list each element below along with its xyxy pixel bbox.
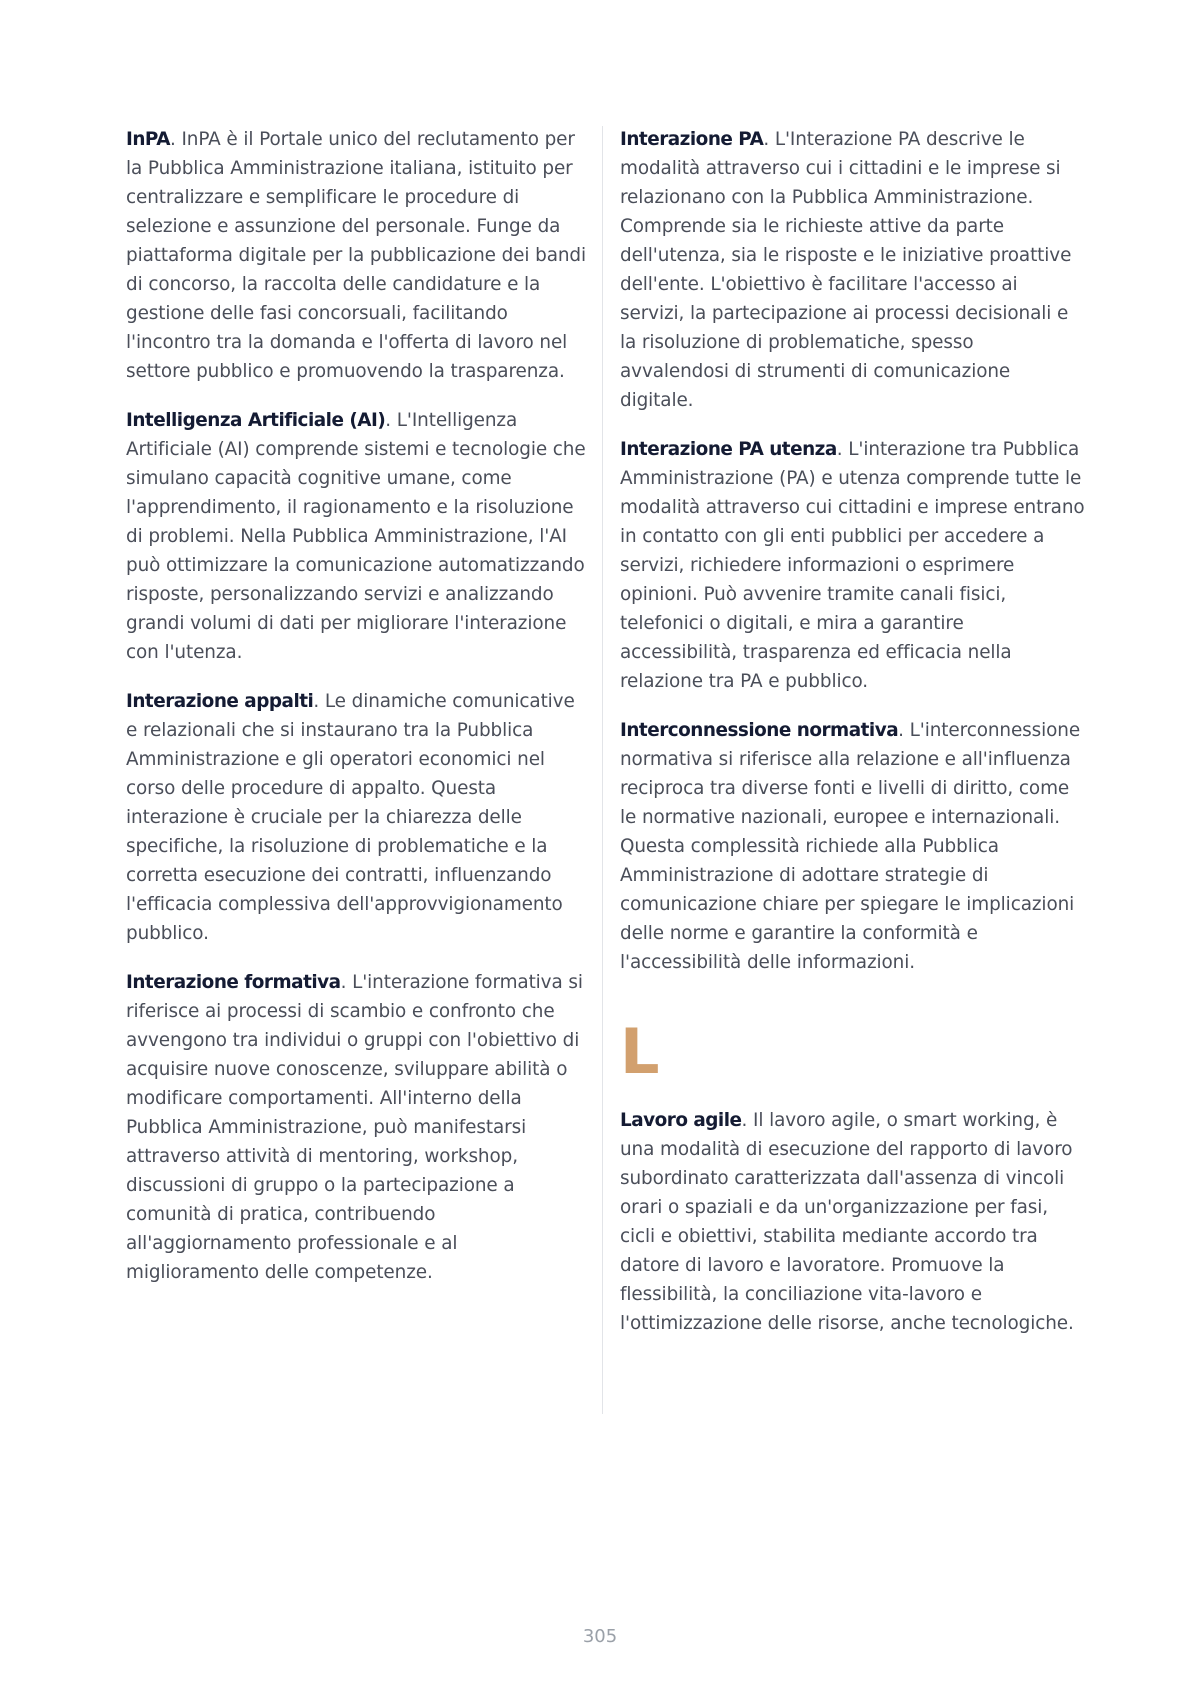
entry-definition: InPA è il Portale unico del reclutamento per la Pubblica Amministrazione italiana, istituito per centralizzare e semplificare le procedure di selezione e assunzione del personale. Funge da piattaforma digitale per la pubblicazione dei bandi di concorso, la raccolta delle candidature e la gestione delle fasi concorsuali, facilitando l'incontro tra la domanda e l'offerta di lavoro nel settore pubblico e promuovendo la trasparenza. (126, 129, 587, 382)
entry-definition: Il lavoro agile, o smart working, è una modalità di esecuzione del rapporto di lavoro subordinato caratterizzata dall'assenza di vincoli orari o spaziali e da un'organizzazione per fasi, cicli e obiettivi, stabilita mediante accordo tra datore di lavoro e lavoratore. Promuove la flessibilità, la conciliazione vita-lavoro e l'ottimizzazione delle risorse, anche tecnologiche. (620, 1110, 1074, 1334)
entry-term: InPA (126, 129, 170, 150)
glossary-entry-interazione-pa: Interazione PA. L'Interazione PA descrive le modalità attraverso cui i cittadini e le imprese si relazionano con la Pubblica Amministrazione. Comprende sia le richieste attive da parte dell'utenza, sia le risposte e le iniziative proattive dell'ente. L'obiettivo è facilitare l'accesso ai servizi, la partecipazione ai processi decisionali e la risoluzione di problematiche, spesso avvalendosi di strumenti di comunicazione digitale. (620, 129, 1072, 411)
glossary-entry-inpa: InPA. InPA è il Portale unico del reclutamento per la Pubblica Amministrazione italiana, istituito per centralizzare e semplificare le procedure di selezione e assunzione del personale. Funge da piattaforma digitale per la pubblicazione dei bandi di concorso, la raccolta delle candidature e la gestione delle fasi concorsuali, facilitando l'incontro tra la domanda e l'offerta di lavoro nel settore pubblico e promuovendo la trasparenza. (126, 129, 587, 382)
glossary-entry-lavoro-agile: Lavoro agile. Il lavoro agile, o smart working, è una modalità di esecuzione del rapporto di lavoro subordinato caratterizzata dall'assenza di vincoli orari o spaziali e da un'organizzazione per fasi, cicli e obiettivi, stabilita mediante accordo tra datore di lavoro e lavoratore. Promuove la flessibilità, la conciliazione vita-lavoro e l'ottimizzazione delle risorse, anche tecnologiche. (620, 1110, 1074, 1334)
entry-definition: Le dinamiche comunicative e relazionali che si instaurano tra la Pubblica Amministrazione e gli operatori economici nel corso delle procedure di appalto. Questa interazione è cruciale per la chiarezza delle specifiche, la risoluzione di problematiche e la corretta esecuzione dei contratti, influenzando l'efficacia complessiva dell'approvvigionamento pubblico. (126, 691, 575, 944)
right-column (620, 125, 1086, 1358)
glossary-entry-interazione-appalti: Interazione appalti. Le dinamiche comunicative e relazionali che si instaurano tra la Pubblica Amministrazione e gli operatori economici nel corso delle procedure di appalto. Questa interazione è cruciale per la chiarezza delle specifiche, la risoluzione di problematiche e la corretta esecuzione dei contratti, influenzando l'efficacia complessiva dell'approvvigionamento pubblico. (126, 691, 575, 944)
entry-term: Lavoro agile (620, 1110, 742, 1131)
entry-term: Interconnessione normativa (620, 720, 899, 741)
entry-term: Interazione formativa (126, 972, 341, 993)
entry-definition: L'Intelligenza Artificiale (AI) comprende sistemi e tecnologie che simulano capacità cognitive umane, come l'apprendimento, il ragionamento e la risoluzione di problemi. Nella Pubblica Amministrazione, l'AI può ottimizzare la comunicazione automatizzando risposte, personalizzando servizi e analizzando grandi volumi di dati per migliorare l'interazione con l'utenza. (126, 410, 586, 663)
section-letter-heading: L (620, 1015, 660, 1088)
glossary-entry-intelligenza-artificiale: Intelligenza Artificiale (AI). L'Intelligenza Artificiale (AI) comprende sistemi e tecnologie che simulano capacità cognitive umane, come l'apprendimento, il ragionamento e la risoluzione di problemi. Nella Pubblica Amministrazione, l'AI può ottimizzare la comunicazione automatizzando risposte, personalizzando servizi e analizzando grandi volumi di dati per migliorare l'interazione con l'utenza. (126, 410, 586, 663)
entry-term: Interazione appalti (126, 691, 314, 712)
entry-definition: L'interconnessione normativa si riferisce alla relazione e all'influenza reciproca tra diverse fonti e livelli di diritto, come le normative nazionali, europee e internazionali. Questa complessità richiede alla Pubblica Amministrazione di adottare strategie di comunicazione chiare per spiegare le implicazioni delle norme e garantire la conformità e l'accessibilità delle informazioni. (620, 720, 1081, 973)
entry-term: Interazione PA (620, 129, 764, 150)
column-divider (602, 126, 603, 1414)
entry-definition: L'interazione tra Pubblica Amministrazione (PA) e utenza comprende tutte le modalità attraverso cui cittadini e imprese entrano in contatto con gli enti pubblici per accedere a servizi, richiedere informazioni o esprimere opinioni. Può avvenire tramite canali fisici, telefonici o digitali, e mira a garantire accessibilità, trasparenza ed efficacia nella relazione tra PA e pubblico. (620, 439, 1085, 692)
entry-term: Intelligenza Artificiale (AI) (126, 410, 386, 431)
left-column (126, 125, 591, 1307)
entry-term: Interazione PA utenza (620, 439, 837, 460)
glossary-entry-interconnessione-normativa: Interconnessione normativa. L'interconnessione normativa si riferisce alla relazione e all'influenza reciproca tra diverse fonti e livelli di diritto, come le normative nazionali, europee e internazionali. Questa complessità richiede alla Pubblica Amministrazione di adottare strategie di comunicazione chiare per spiegare le implicazioni delle norme e garantire la conformità e l'accessibilità delle informazioni. (620, 720, 1081, 973)
entry-definition: L'interazione formativa si riferisce ai processi di scambio e confronto che avvengono tra individui o gruppi con l'obiettivo di acquisire nuove conoscenze, sviluppare abilità o modificare comportamenti. All'interno della Pubblica Amministrazione, può manifestarsi attraverso attività di mentoring, workshop, discussioni di gruppo o la partecipazione a comunità di pratica, contribuendo all'aggiornamento professionale e al miglioramento delle competenze. (126, 972, 583, 1283)
glossary-entry-interazione-pa-utenza: Interazione PA utenza. L'interazione tra Pubblica Amministrazione (PA) e utenza comprende tutte le modalità attraverso cui cittadini e imprese entrano in contatto con gli enti pubblici per accedere a servizi, richiedere informazioni o esprimere opinioni. Può avvenire tramite canali fisici, telefonici o digitali, e mira a garantire accessibilità, trasparenza ed efficacia nella relazione tra PA e pubblico. (620, 439, 1085, 692)
entry-definition: L'Interazione PA descrive le modalità attraverso cui i cittadini e le imprese si relazionano con la Pubblica Amministrazione. Comprende sia le richieste attive da parte dell'utenza, sia le risposte e le iniziative proattive dell'ente. L'obiettivo è facilitare l'accesso ai servizi, la partecipazione ai processi decisionali e la risoluzione di problematiche, spesso avvalendosi di strumenti di comunicazione digitale. (620, 129, 1072, 411)
page-number: 305 (582, 1626, 618, 1647)
glossary-entry-interazione-formativa: Interazione formativa. L'interazione formativa si riferisce ai processi di scambio e confronto che avvengono tra individui o gruppi con l'obiettivo di acquisire nuove conoscenze, sviluppare abilità o modificare comportamenti. All'interno della Pubblica Amministrazione, può manifestarsi attraverso attività di mentoring, workshop, discussioni di gruppo o la partecipazione a comunità di pratica, contribuendo all'aggiornamento professionale e al miglioramento delle competenze. (126, 972, 583, 1283)
